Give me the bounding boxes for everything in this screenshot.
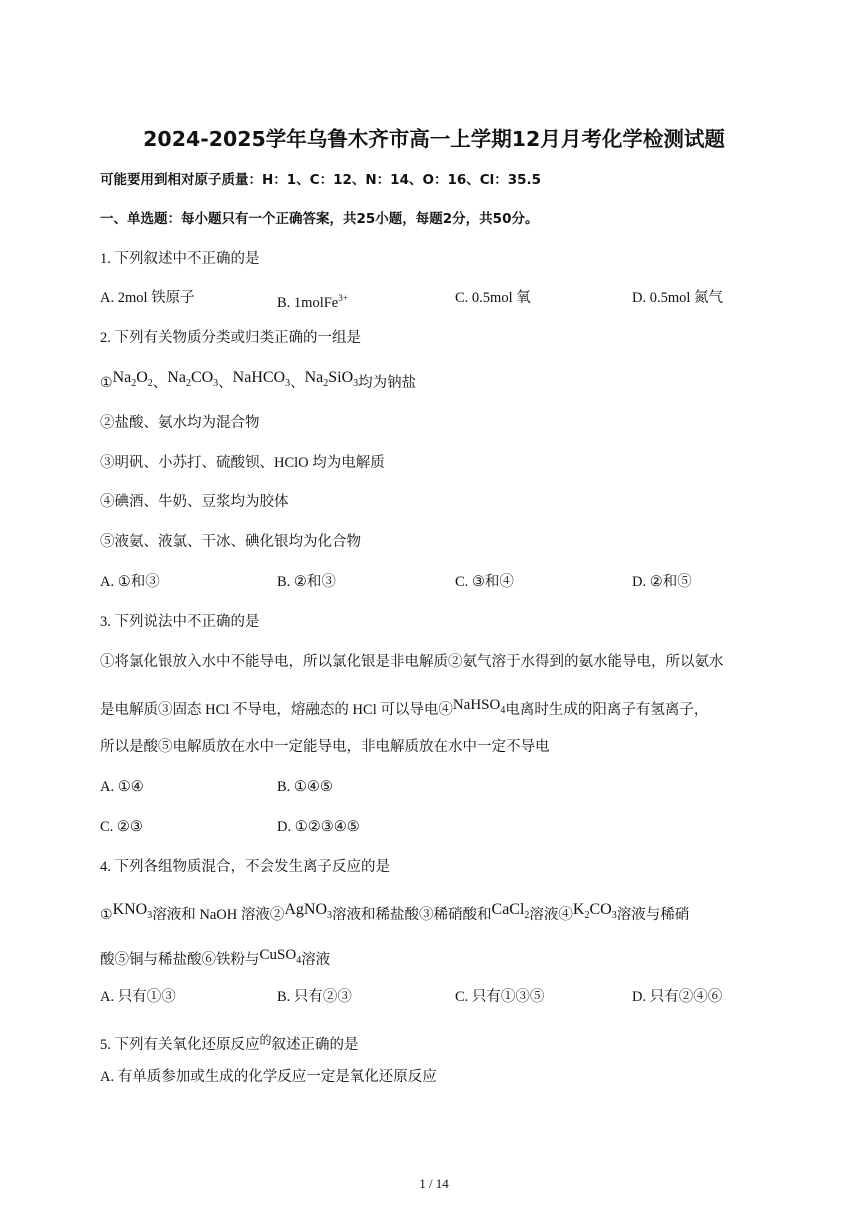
q3-stem: 3. 下列说法中不正确的是 xyxy=(100,614,260,630)
q2-statement-4: ④碘酒、牛奶、豆浆均为胶体 xyxy=(100,494,289,510)
q4-option-b: B. 只有②③ xyxy=(277,989,352,1005)
q4-line-1: $①KNO_3$溶液和 NaOH 溶液②AgNO$_3$溶液和稀盐酸③稀硝酸和CaCl$_2$溶液$④K_2CO_3$溶液与稀硝 xyxy=(100,901,690,923)
q4-option-a: A. 只有①③ xyxy=(100,989,176,1005)
q3-option-b: B. ①④⑤ xyxy=(277,779,333,795)
q2-option-a: A. ①和③ xyxy=(100,574,160,590)
section-heading: 一、单选题：每小题只有一个正确答案，共25小题，每题2分，共50分。 xyxy=(100,211,539,227)
q2-option-d: D. ②和⑤ xyxy=(632,574,692,590)
q2-option-b: B. ②和③ xyxy=(277,574,336,590)
formula-cuso4: CuSO$_4$ xyxy=(259,947,302,966)
formula-k2co3: $K_2CO_3$ xyxy=(572,901,617,921)
q2-statement-1: $①Na_2O_2$、$Na_2CO_3$、NaHCO$_3$、$Na_2SiO_3$均为钠盐 xyxy=(100,369,417,391)
q4-stem: 4. 下列各组物质混合，不会发生离子反应的是 xyxy=(100,859,390,875)
q3-line-3: 所以是酸⑤电解质放在水中一定能导电，非电解质放在水中一定不导电 xyxy=(100,739,550,755)
formula-nahso4: NaHSO$_4$ xyxy=(452,697,506,716)
q1-option-d: D. 0.5mol 氮气 xyxy=(632,290,724,306)
q4-option-c: C. 只有①③⑤ xyxy=(455,989,545,1005)
q3-line-1: ①将氯化银放入水中不能导电，所以氯化银是非电解质②氨气溶于水得到的氨水能导电，所以氨水 xyxy=(100,654,724,670)
q1-option-c: C. 0.5mol 氧 xyxy=(455,290,531,306)
q4-option-d: D. 只有②④⑥ xyxy=(632,989,723,1005)
formula-agno3: AgNO$_3$ xyxy=(284,901,333,921)
formula-kno3: $KNO_3$ xyxy=(112,901,153,921)
q3-line-2: 是电解质③固态 HCl 不导电，熔融态的 HCl 可以导电④NaHSO$_4$电离时生成的阳离子有氢离子， xyxy=(100,697,709,718)
q2-statement-3: ③明矾、小苏打、硫酸钡、HClO 均为电解质 xyxy=(100,455,385,471)
q2-stem: 2. 下列有关物质分类或归类正确的一组是 xyxy=(100,330,361,346)
formula-na2o2: $Na_2O_2$ xyxy=(112,369,153,389)
q1-stem: 1. 下列叙述中不正确的是 xyxy=(100,251,260,267)
q3-option-c: C. ②③ xyxy=(100,819,143,835)
page-title: 2024-2025学年乌鲁木齐市高一上学期12月月考化学检测试题 xyxy=(143,127,725,151)
page-number: 1 / 14 xyxy=(419,1176,449,1191)
q2-statement-5: ⑤液氨、液氯、干冰、碘化银均为化合物 xyxy=(100,534,361,550)
q1-option-a: A. 2mol 铁原子 xyxy=(100,290,195,306)
formula-nahco3: NaHCO$_3$ xyxy=(232,369,291,389)
atomic-mass-note: 可能要用到相对原子质量：H：1、C：12、N：14、O：16、Cl：35.5 xyxy=(100,172,542,188)
q1-option-b: B. 1molFe$^{3+}$ xyxy=(277,293,348,311)
q3-option-d: D. ①②③④⑤ xyxy=(277,819,360,835)
q3-option-a: A. ①④ xyxy=(100,779,144,795)
q2-option-c: C. ③和④ xyxy=(455,574,514,590)
formula-na2sio3: $Na_2SiO_3$ xyxy=(304,369,359,389)
q5-option-a: A. 有单质参加或生成的化学反应一定是氧化还原反应 xyxy=(100,1069,437,1085)
formula-cacl2: CaCl$_2$ xyxy=(491,901,530,921)
q4-line-2: 酸⑤铜与稀盐酸⑥铁粉与CuSO$_4$溶液 xyxy=(100,947,331,968)
formula-na2co3: $Na_2CO_3$ xyxy=(167,369,219,389)
q5-stem: 5. 下列有关氧化还原反应$^的$叙述正确的是 xyxy=(100,1033,359,1053)
q2-statement-2: ②盐酸、氨水均为混合物 xyxy=(100,415,260,431)
